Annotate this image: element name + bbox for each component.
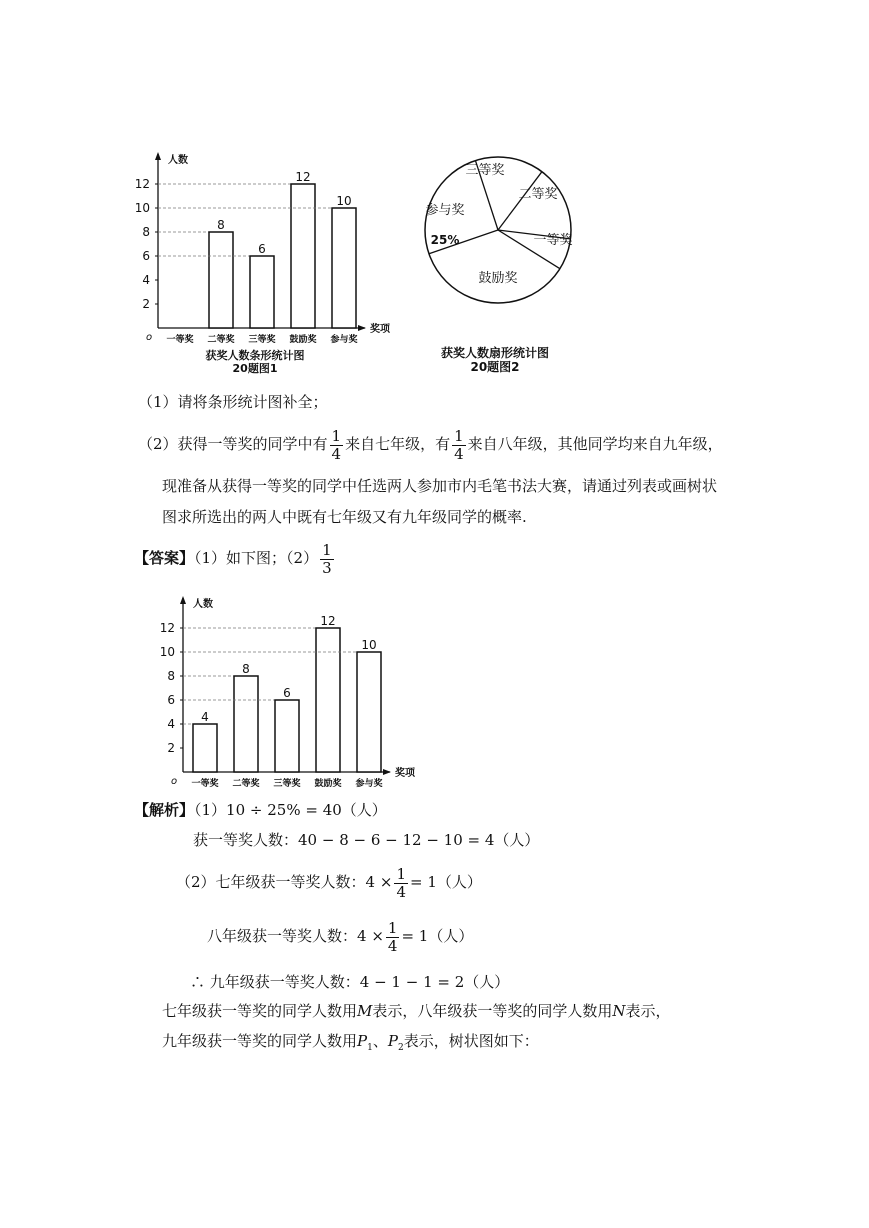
analysis-l6-c: 表示， <box>625 1002 671 1020</box>
pie-slice-label: 一等奖 <box>533 233 573 248</box>
chart3-origin: o <box>171 776 178 787</box>
analysis-l7-sub1: 1 <box>367 1043 373 1053</box>
chart1-data-label: 8 <box>217 218 225 232</box>
chart3-data-label: 12 <box>320 614 336 628</box>
chart1-bar <box>209 232 233 328</box>
analysis-line-7 <box>162 1031 539 1058</box>
pie-chart-title-text: 获奖人数扇形统计图 <box>440 346 549 360</box>
chart3-data-label: 4 <box>201 710 209 724</box>
pie-slice-label: 二等奖 <box>518 187 558 202</box>
chart1-x-tick-label: 二等奖 <box>207 335 235 345</box>
q2-text-3: 来自八年级，其他同学均来自九年级， <box>467 435 723 453</box>
chart3-y-label: 人数 <box>193 599 213 610</box>
analysis-l6-N: N <box>612 1002 626 1020</box>
chart3-y-tick-label: 12 <box>159 621 175 635</box>
analysis-l6-b: 表示，八年级获一等奖的同学人数用 <box>372 1002 613 1020</box>
chart1-y-arrow <box>155 152 161 160</box>
analysis-l1: （1）10 ÷ 25% = 40（人） <box>194 801 387 819</box>
chart3-x-tick-label: 鼓励奖 <box>314 779 342 788</box>
analysis-l3-a: （2）七年级获一等奖人数：4 × <box>176 873 393 891</box>
chart1-bar <box>291 184 315 328</box>
chart1-x-tick-label: 参与奖 <box>330 335 358 345</box>
chart3-data-label: 10 <box>361 638 377 652</box>
chart3-data-label: 8 <box>242 662 250 676</box>
q2-fraction-2-num: 1 <box>454 426 464 445</box>
chart1-y-tick-label: 2 <box>142 297 150 311</box>
analysis-l7-P2: P <box>387 1032 398 1050</box>
q2-fraction-2 <box>452 428 466 463</box>
analysis-l4-den: 4 <box>387 936 398 955</box>
chart3-bar <box>193 724 217 772</box>
chart3-x-tick-label: 三等奖 <box>273 779 301 788</box>
pie-chart <box>405 130 605 320</box>
chart3-x-tick-label: 参与奖 <box>355 779 383 788</box>
bar-chart-1-subtitle: 20题图1 <box>232 362 278 375</box>
bar-chart-1-title <box>130 349 380 375</box>
answer-fraction-den: 3 <box>322 558 332 577</box>
question-1: （1）请将条形统计图补全； <box>138 393 328 411</box>
analysis-line-3 <box>176 864 482 901</box>
analysis-l4-num: 1 <box>387 918 398 937</box>
answer-fraction <box>320 542 334 577</box>
pie-percent-label: 25% <box>430 233 460 247</box>
chart1-data-label: 12 <box>295 170 311 184</box>
pie-slice-label: 参与奖 <box>425 203 465 218</box>
answer-fraction-num: 1 <box>322 540 332 559</box>
chart1-y-label: 人数 <box>168 155 188 166</box>
analysis-l7-P1: P <box>357 1032 368 1050</box>
analysis-l7-sub2: 2 <box>397 1043 404 1053</box>
q2-fraction-1-den: 4 <box>331 444 342 463</box>
q2-fraction-1-num: 1 <box>331 426 342 445</box>
analysis-l4-a: 八年级获一等奖人数：4 × <box>207 927 384 945</box>
analysis-l7-sep: 、 <box>372 1032 388 1050</box>
analysis-label: 【解析】 <box>134 801 195 819</box>
chart1-bar <box>250 256 274 328</box>
analysis-l3-num: 1 <box>396 864 406 883</box>
analysis-l4-b: = 1（人） <box>401 927 474 945</box>
q2-fraction-2-den: 4 <box>454 444 464 463</box>
chart3-bar <box>357 652 381 772</box>
chart1-x-tick-label: 鼓励奖 <box>289 335 317 345</box>
q2-text-1: （2）获得一等奖的同学中有 <box>138 435 328 453</box>
chart3-y-tick-label: 10 <box>159 645 175 659</box>
pie-chart-title <box>415 346 575 374</box>
pie-chart-subtitle: 20题图2 <box>470 360 520 374</box>
bar-chart-1-title-text: 获奖人数条形统计图 <box>205 349 305 362</box>
analysis-l3-b: = 1（人） <box>409 873 482 891</box>
chart3-x-tick-label: 一等奖 <box>191 779 219 788</box>
chart3-y-tick-label: 6 <box>167 693 175 707</box>
pie-slice-label: 鼓励奖 <box>478 271 518 286</box>
analysis-line-5: ∴ 九年级获一等奖人数：4 − 1 − 1 = 2（人） <box>190 973 510 991</box>
answer-text: （1）如下图；（2） <box>194 549 319 567</box>
chart1-x-tick-label: 一等奖 <box>166 335 194 345</box>
chart3-y-tick-label: 8 <box>167 669 175 683</box>
analysis-l3-den: 4 <box>396 882 406 901</box>
chart3-y-tick-label: 2 <box>167 741 175 755</box>
chart1-y-tick-label: 10 <box>134 201 150 215</box>
chart1-data-label: 6 <box>258 242 266 256</box>
chart3-x-arrow <box>383 769 391 775</box>
chart1-y-tick-label: 12 <box>134 177 150 191</box>
analysis-l6-a: 七年级获一等奖的同学人数用 <box>162 1002 358 1020</box>
chart3-bar <box>316 628 340 772</box>
chart3-y-tick-label: 4 <box>167 717 175 731</box>
chart3-x-label: 奖项 <box>395 768 415 779</box>
chart1-origin: o <box>146 332 153 343</box>
chart1-bar <box>332 208 356 328</box>
q2-text-2: 来自七年级，有 <box>345 435 451 453</box>
answer-line <box>134 538 336 578</box>
chart1-data-label: 10 <box>336 194 352 208</box>
analysis-line-6 <box>162 1001 671 1021</box>
chart1-y-tick-label: 8 <box>142 225 150 239</box>
q2-fraction-1 <box>330 428 344 463</box>
analysis-l3-fraction <box>394 866 408 901</box>
pie-slice-label: 三等奖 <box>465 163 505 178</box>
question-2-line-3: 图求所选出的两人中既有七年级又有九年级同学的概率. <box>162 508 527 526</box>
bar-chart-1 <box>130 148 400 348</box>
analysis-l7-b: 表示，树状图如下： <box>403 1032 539 1050</box>
analysis-l7-a: 九年级获一等奖的同学人数用 <box>162 1032 358 1050</box>
analysis-line-1 <box>134 800 387 820</box>
chart3-bar <box>234 676 258 772</box>
question-2-line-2: 现准备从获得一等奖的同学中任选两人参加市内毛笔书法大赛，请通过列表或画树状 <box>162 477 718 495</box>
chart1-y-tick-label: 6 <box>142 249 150 263</box>
chart1-x-label: 奖项 <box>370 324 390 335</box>
analysis-line-2: 获一等奖人数：40 − 8 − 6 − 12 − 10 = 4（人） <box>193 831 540 849</box>
answer-label: 【答案】 <box>134 549 195 567</box>
analysis-line-4 <box>207 918 473 955</box>
analysis-l6-M: M <box>357 1002 373 1020</box>
chart1-y-tick-label: 4 <box>142 273 150 287</box>
chart1-x-arrow <box>358 325 366 331</box>
chart3-y-arrow <box>180 596 186 604</box>
bar-chart-2 <box>155 592 425 788</box>
question-2-line-1 <box>138 426 723 463</box>
analysis-l4-fraction <box>386 920 400 955</box>
chart1-x-tick-label: 三等奖 <box>248 335 276 345</box>
chart3-bar <box>275 700 299 772</box>
chart3-data-label: 6 <box>283 686 291 700</box>
chart3-x-tick-label: 二等奖 <box>232 779 260 788</box>
